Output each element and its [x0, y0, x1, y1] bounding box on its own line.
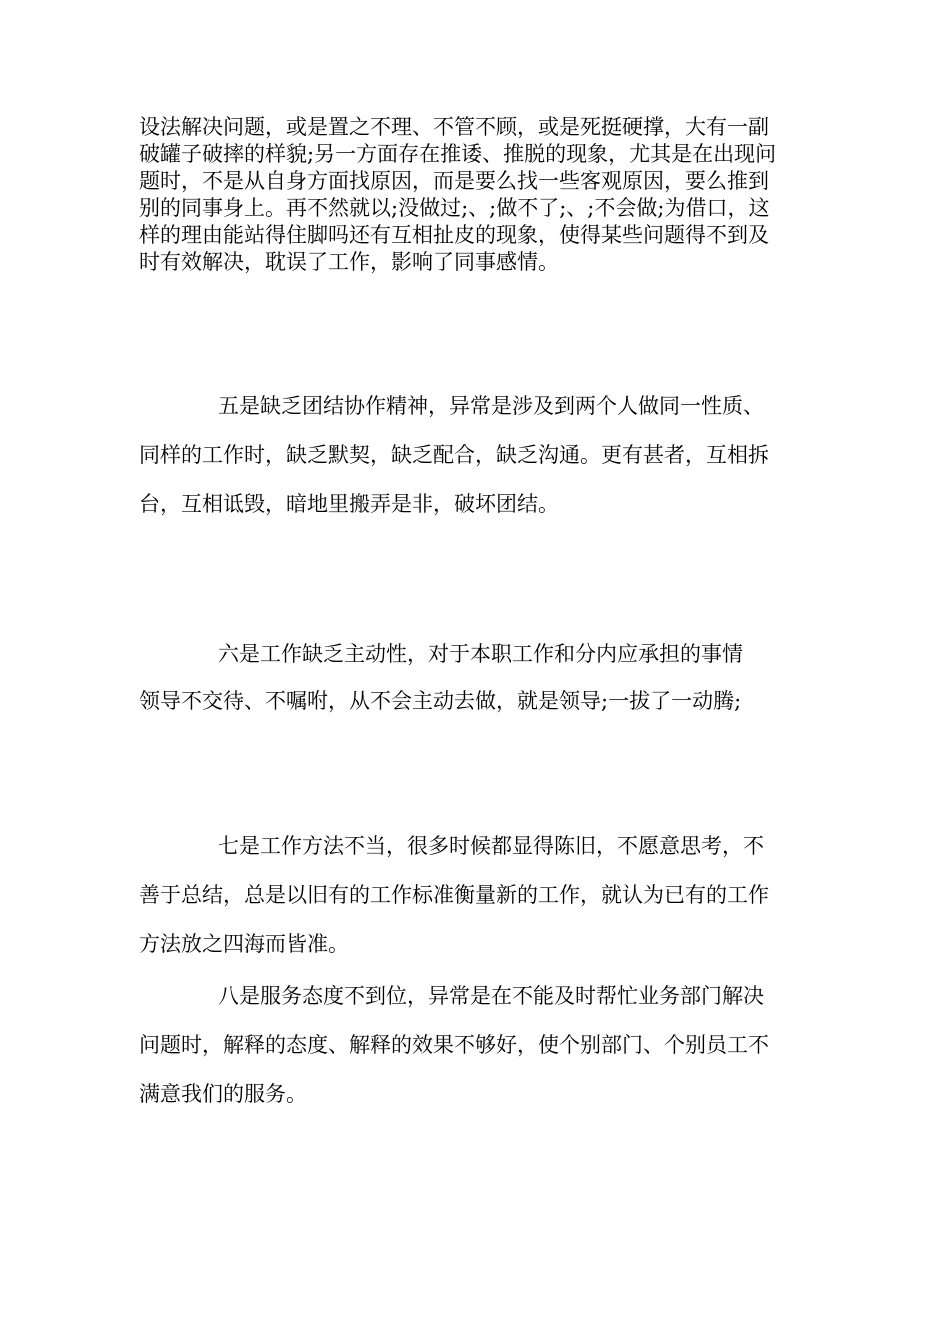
paragraph-3-line-1: 六是工作缺乏主动性，对于本职工作和分内应承担的事情: [218, 642, 743, 666]
paragraph-1-line-1: 设法解决问题，或是置之不理、不管不顾，或是死挺硬撑，大有一副: [139, 115, 769, 139]
paragraph-5-line-2: 问题时，解释的态度、解释的效果不够好，使个别部门、个别员工不: [139, 1033, 769, 1057]
paragraph-2-line-1: 五是缺乏团结协作精神，异常是涉及到两个人做同一性质、: [218, 394, 764, 418]
paragraph-1-line-2: 破罐子破摔的样貌;另一方面存在推诿、推脱的现象，尤其是在出现问: [139, 142, 777, 166]
paragraph-5-line-3: 满意我们的服务。: [139, 1082, 307, 1106]
paragraph-1-line-6: 时有效解决，耽误了工作，影响了同事感情。: [139, 250, 559, 274]
paragraph-4-line-2: 善于总结，总是以旧有的工作标准衡量新的工作，就认为已有的工作: [139, 883, 769, 907]
paragraph-5-line-1: 八是服务态度不到位，异常是在不能及时帮忙业务部门解决: [218, 984, 764, 1008]
paragraph-3-line-2: 领导不交待、不嘱咐，从不会主动去做，就是领导;一拔了一动腾;: [139, 689, 742, 713]
paragraph-4-line-3: 方法放之四海而皆准。: [139, 932, 349, 956]
paragraph-2-line-2: 同样的工作时，缺乏默契，缺乏配合，缺乏沟通。更有甚者，互相拆: [139, 443, 769, 467]
paragraph-2-line-3: 台，互相诋毁，暗地里搬弄是非，破坏团结。: [139, 492, 559, 516]
paragraph-1-line-4: 别的同事身上。再不然就以;没做过;、;做不了;、;不会做;为借口，这: [139, 196, 770, 220]
paragraph-1-line-5: 样的理由能站得住脚吗还有互相扯皮的现象，使得某些问题得不到及: [139, 223, 769, 247]
paragraph-4-line-1: 七是工作方法不当，很多时候都显得陈旧，不愿意思考，不: [218, 834, 764, 858]
paragraph-1-line-3: 题时，不是从自身方面找原因，而是要么找一些客观原因，要么推到: [139, 169, 769, 193]
